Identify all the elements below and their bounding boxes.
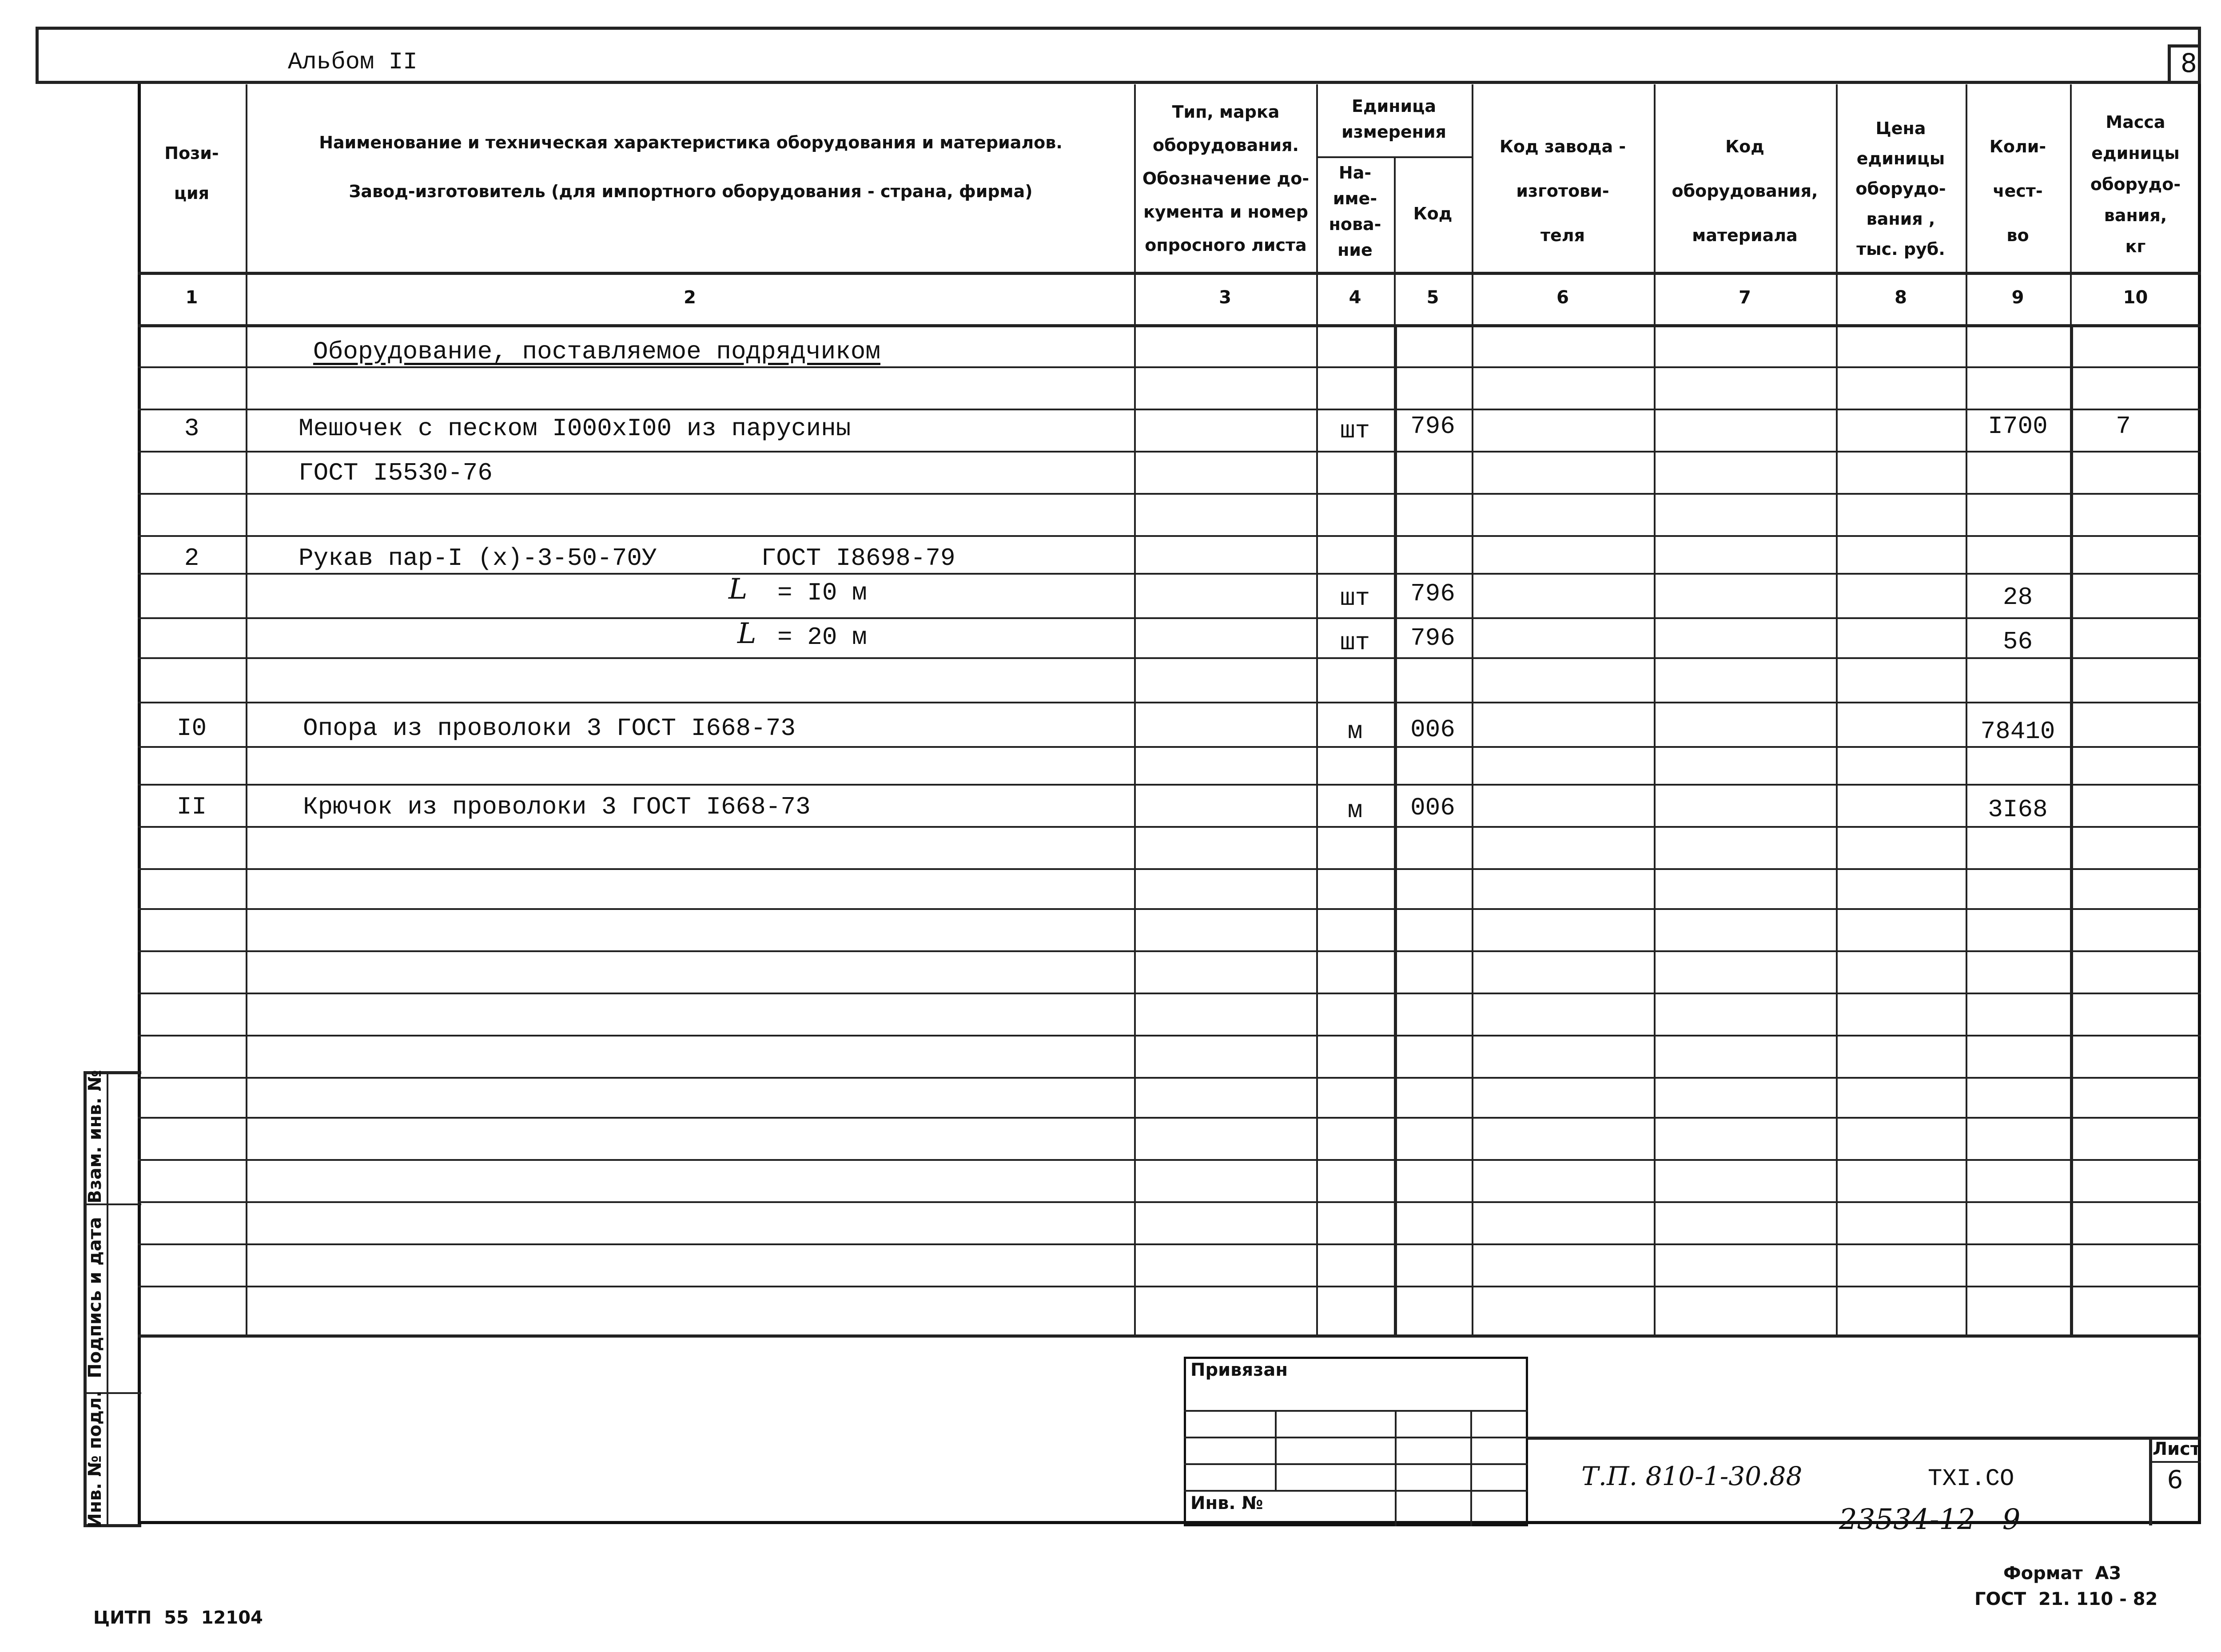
page-number-box: [2168, 44, 2171, 81]
row-position: I0: [176, 714, 207, 743]
row-unit: м: [1347, 796, 1363, 825]
privyazan-col-1: [1275, 1410, 1277, 1490]
row-rule: [138, 1035, 2201, 1036]
col-number-5: 5: [1426, 287, 1439, 308]
privyazan-col-3: [1470, 1410, 1472, 1526]
top-strip-left: [36, 27, 39, 81]
row-rule: [138, 451, 2201, 453]
row-quantity: 28: [2002, 583, 2033, 612]
top-strip-top: [36, 27, 2201, 30]
header-unit-group: Единица измерения: [1341, 96, 1446, 142]
page-number-top: 8: [2181, 48, 2197, 78]
inv-no-label: Инв. №: [1190, 1493, 1263, 1513]
row-rule: [138, 1243, 2201, 1245]
row-name: = 20 м: [777, 623, 867, 651]
col-number-9: 9: [2011, 287, 2024, 308]
header-name-line1: Наименование и техническая характеристика оборудования и материалов.: [319, 133, 1063, 152]
colnum-bottom: [138, 324, 2201, 327]
sheet-box-sep: [2149, 1461, 2201, 1463]
privyazan-col-2: [1395, 1410, 1397, 1526]
row-rule: [138, 868, 2201, 870]
privyazan-sep-2: [1184, 1437, 1528, 1438]
row-name: ГОСТ I5530-76: [299, 459, 493, 487]
row-unit: шт: [1340, 584, 1370, 612]
row-rule: [138, 493, 2201, 495]
col-number-1: 1: [185, 287, 198, 308]
row-rule: [138, 746, 2201, 748]
row-rule: [138, 617, 2201, 619]
row-rule: [138, 409, 2201, 410]
row-rule: [138, 908, 2201, 910]
length-symbol: L: [737, 617, 756, 650]
row-quantity: 78410: [1980, 717, 2055, 746]
row-rule: [138, 993, 2201, 994]
row-name: = I0 м: [777, 579, 867, 607]
row-quantity: 56: [2002, 627, 2033, 656]
row-quantity: I700: [1988, 412, 2048, 441]
header-equipment-code: Код оборудования, материала: [1672, 137, 1818, 245]
cipt-label: ЦИТП 55 12104: [93, 1608, 263, 1628]
row-rule: [138, 535, 2201, 537]
header-quantity: Коли- чест- во: [1989, 137, 2046, 245]
col-number-10: 10: [2123, 287, 2148, 308]
handwritten-number: 23534-12 9: [1839, 1503, 2021, 1536]
row-rule: [138, 1201, 2201, 1203]
row-rule: [138, 826, 2201, 828]
row-code: 006: [1410, 794, 1455, 822]
row-code: 796: [1410, 412, 1455, 441]
col-number-8: 8: [1895, 287, 1907, 308]
row-name: Крючок из проволоки 3 ГОСТ I668-73: [303, 793, 811, 821]
header-mass: Масса единицы оборудо- вания, кг: [2090, 112, 2181, 256]
row-unit: шт: [1340, 417, 1370, 445]
row-position: 2: [184, 544, 199, 572]
col-number-4: 4: [1349, 287, 1361, 308]
row-quantity: 3I68: [1988, 795, 2048, 824]
row-position: II: [176, 793, 207, 821]
row-rule: [138, 1286, 2201, 1287]
header-name-line2: Завод-изготовитель (для импортного оборудования - страна, фирма): [349, 182, 1033, 201]
length-symbol: L: [728, 573, 748, 606]
row-mass: 7: [2116, 412, 2131, 441]
col-number-6: 6: [1556, 287, 1569, 308]
side-label-vzam: Взам. инв. №: [85, 1070, 105, 1203]
doc-mark: TXI.CO: [1928, 1465, 2014, 1493]
col-number-2: 2: [684, 287, 696, 308]
privyazan-sep-3: [1184, 1463, 1528, 1465]
header-price: Цена единицы оборудо- вания , тыс. руб.: [1855, 119, 1946, 259]
privyazan-label: Привязан: [1190, 1360, 1288, 1380]
row-code: 796: [1410, 580, 1455, 608]
privyazan-sep-1: [1184, 1410, 1528, 1412]
row-rule: [138, 1077, 2201, 1079]
format-label: Формат А3: [2003, 1563, 2121, 1584]
gost-label: ГОСТ 21. 110 - 82: [1974, 1589, 2158, 1609]
page-number-box-top: [2168, 44, 2201, 48]
col-line-4: [1394, 324, 1397, 1337]
row-name: Опора из проволоки 3 ГОСТ I668-73: [303, 714, 796, 743]
side-label-inv: Инв. № подл.: [85, 1390, 105, 1528]
row-rule: [138, 1117, 2201, 1119]
table-bottom: [138, 1334, 2201, 1338]
row-rule: [138, 702, 2201, 703]
row-rule: [138, 950, 2201, 952]
row-name: Рукав пар-I (x)-3-50-70У ГОСТ I8698-79: [299, 544, 955, 572]
col-number-3: 3: [1219, 287, 1231, 308]
row-unit: шт: [1340, 628, 1370, 657]
row-name: Мешочек с песком I000xI00 из парусины: [299, 414, 851, 443]
header-unit-code: Код: [1413, 204, 1453, 223]
row-code: 796: [1410, 624, 1455, 652]
header-bottom: [138, 272, 2201, 275]
sheet-number: 6: [2167, 1465, 2183, 1494]
unit-split: [1316, 156, 1472, 158]
row-rule: [138, 657, 2201, 659]
header-type: Тип, марка оборудования. Обозначение до- кумента и номер опросного листа: [1142, 102, 1310, 255]
side-label-podpis: Подпись и дата: [85, 1217, 105, 1378]
title-block-top: [1528, 1437, 2201, 1440]
doc-code: Т.П. 810-1-30.88: [1581, 1461, 1803, 1491]
row-rule: [138, 784, 2201, 786]
privyazan-sep-4: [1184, 1490, 1528, 1492]
row-position: 3: [184, 414, 199, 443]
col-number-7: 7: [1739, 287, 1751, 308]
sheet-label: Лист: [2152, 1439, 2201, 1459]
row-code: 006: [1410, 715, 1455, 744]
header-unit-name: На- име- нова- ние: [1329, 163, 1381, 260]
section-title: Оборудование, поставляемое подрядчиком: [313, 338, 881, 366]
row-rule: [138, 1159, 2201, 1161]
album-label: Альбом II: [288, 49, 418, 76]
header-factory-code: Код завода - изготови- теля: [1499, 137, 1626, 245]
header-position: Пози- ция: [164, 143, 219, 203]
side-strip-mid: [107, 1071, 108, 1524]
col-line-9: [2070, 324, 2073, 1337]
side-sep-1: [84, 1203, 141, 1205]
top-strip-line: [36, 81, 2201, 84]
row-unit: м: [1347, 717, 1363, 746]
